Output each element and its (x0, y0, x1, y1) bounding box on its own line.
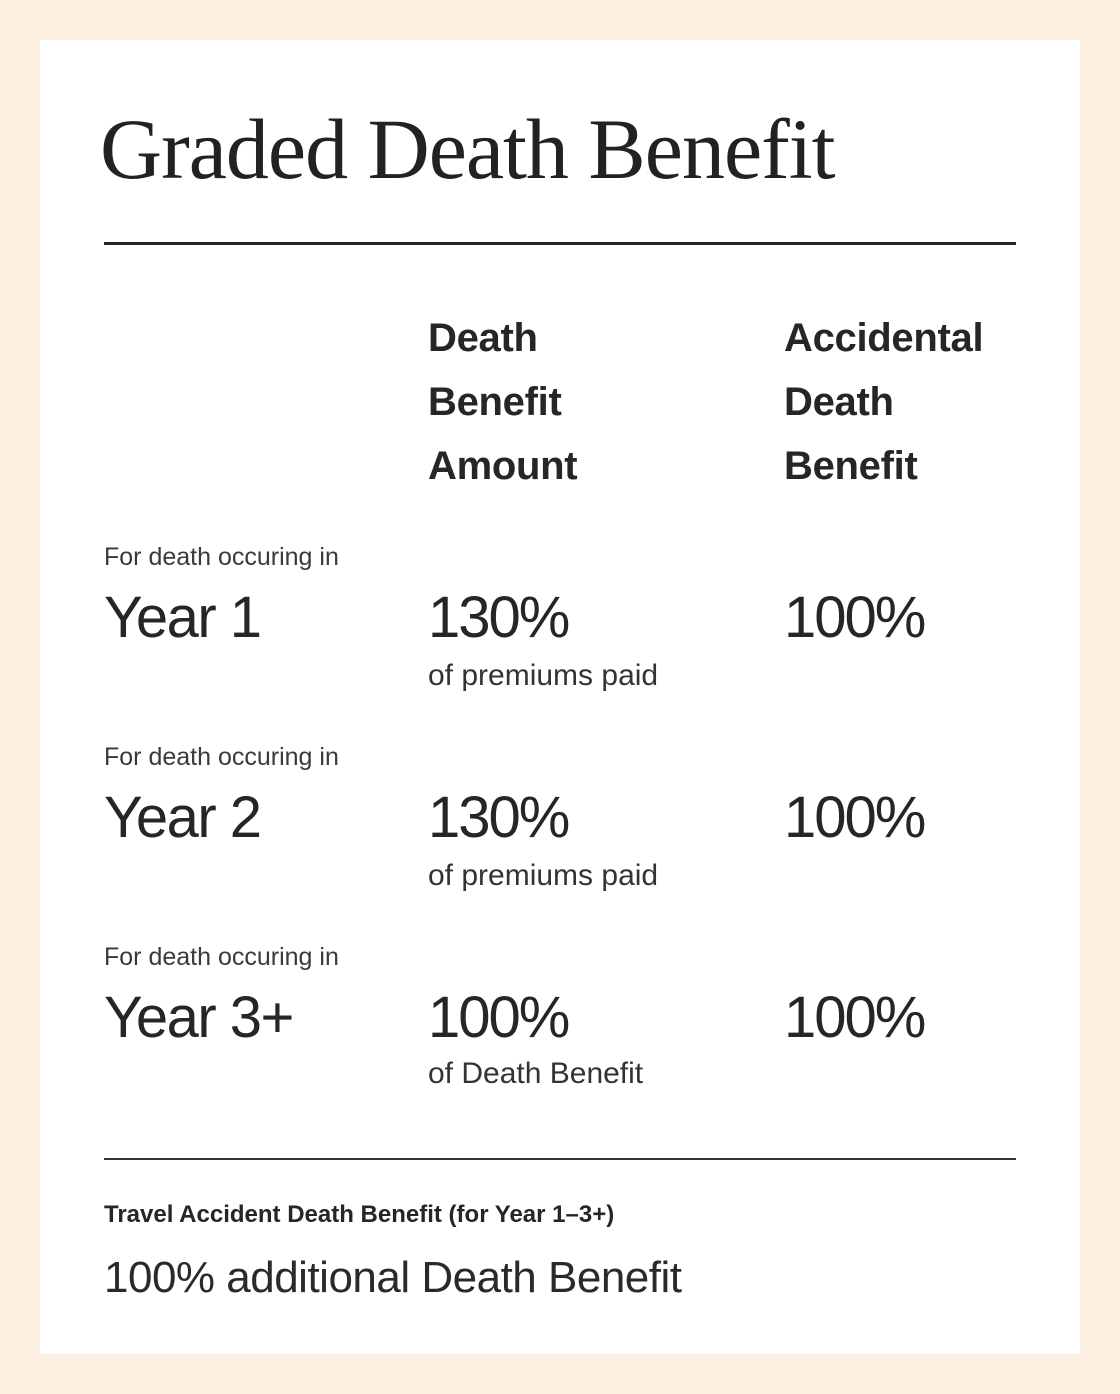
death-benefit-value-year-1: 130% (428, 585, 569, 650)
death-benefit-sub-year-3: of Death Benefit (428, 1057, 644, 1090)
column-header-accidental-death-benefit (784, 306, 983, 498)
accidental-benefit-value-year-2: 100% (784, 785, 925, 850)
accidental-benefit-value-year-1: 100% (784, 585, 925, 650)
travel-benefit-value: 100% additional Death Benefit (104, 1253, 682, 1302)
column-header-line: Death (784, 380, 894, 424)
death-benefit-sub-year-1: of premiums paid (428, 659, 659, 692)
column-header-line: Benefit (784, 444, 918, 488)
row-caption-year-2: For death occuring in (104, 743, 339, 771)
column-header-line: Benefit (428, 380, 562, 424)
row-year-2: Year 2 (104, 785, 261, 850)
column-header-line: Death (428, 316, 538, 360)
death-benefit-value-year-2: 130% (428, 785, 569, 850)
row-year-1: Year 1 (104, 585, 261, 650)
row-caption-year-3: For death occuring in (104, 943, 339, 971)
death-benefit-sub-year-2: of premiums paid (428, 859, 659, 892)
page-title: Graded Death Benefit (100, 101, 835, 197)
accidental-benefit-value-year-3: 100% (784, 985, 925, 1050)
title-divider (104, 242, 1016, 245)
death-benefit-value-year-3: 100% (428, 985, 569, 1050)
travel-benefit-label: Travel Accident Death Benefit (for Year 1–3+) (104, 1201, 615, 1228)
benefit-card (40, 40, 1080, 1354)
row-caption-year-1: For death occuring in (104, 543, 339, 571)
column-header-line: Amount (428, 444, 578, 488)
row-year-3: Year 3+ (104, 985, 293, 1050)
column-header-death-benefit-amount (428, 306, 577, 498)
footer-divider (104, 1158, 1016, 1160)
column-header-line: Accidental (784, 316, 984, 360)
